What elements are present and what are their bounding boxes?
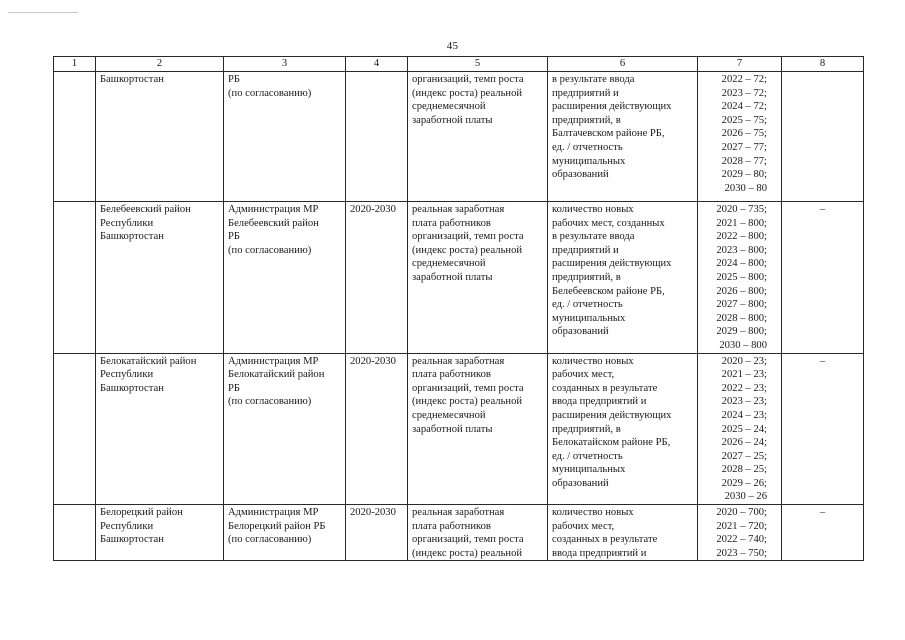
- values-cell: 2020 – 700; 2021 – 720; 2022 – 740; 2023 – 750;: [698, 505, 782, 561]
- period-cell: 2020-2030: [346, 202, 408, 354]
- measures-table: [53, 56, 864, 561]
- result-cell: в результате ввода предприятий и расширения действующих предприятий, в Балтачевском районе РБ, ед. / отчетность муниципальных образований: [548, 72, 698, 202]
- row-number-cell: [54, 72, 96, 202]
- indicator-cell: реальная заработная плата работников организаций, темп роста (индекс роста) реальной среднемесячной заработной платы: [408, 353, 548, 505]
- row-number-cell: [54, 353, 96, 505]
- values-cell: 2022 – 72; 2023 – 72; 2024 – 72; 2025 – 75; 2026 – 75; 2027 – 77; 2028 – 77; 2029 – 80; 2030 – 80: [698, 72, 782, 202]
- note-cell: [782, 72, 864, 202]
- column-number: 6: [548, 57, 698, 72]
- table-row: [54, 202, 864, 354]
- column-number: 4: [346, 57, 408, 72]
- executor-cell: Администрация МР Белорецкий район РБ (по согласованию): [224, 505, 346, 561]
- note-cell: –: [782, 202, 864, 354]
- executor-cell: РБ (по согласованию): [224, 72, 346, 202]
- executor-cell: Администрация МР Белокатайский район РБ (по согласованию): [224, 353, 346, 505]
- column-number: 7: [698, 57, 782, 72]
- note-cell: –: [782, 353, 864, 505]
- executor-cell: Администрация МР Белебеевский район РБ (по согласованию): [224, 202, 346, 354]
- period-cell: 2020-2030: [346, 353, 408, 505]
- column-number: 1: [54, 57, 96, 72]
- table-row: [54, 72, 864, 202]
- table-row: [54, 505, 864, 561]
- district-cell: Башкортостан: [96, 72, 224, 202]
- values-cell: 2020 – 23; 2021 – 23; 2022 – 23; 2023 – 23; 2024 – 23; 2025 – 24; 2026 – 24; 2027 – 25; 2028 – 25; 2029 – 26; 2030 – 26: [698, 353, 782, 505]
- note-cell: –: [782, 505, 864, 561]
- row-number-cell: [54, 202, 96, 354]
- scan-artifact-line: [8, 12, 78, 13]
- column-numbers-row: [54, 57, 864, 72]
- column-number: 8: [782, 57, 864, 72]
- values-cell: 2020 – 735; 2021 – 800; 2022 – 800; 2023 – 800; 2024 – 800; 2025 – 800; 2026 – 800; 2027 – 800; 2028 – 800; 2029 – 800; 2030 – 800: [698, 202, 782, 354]
- result-cell: количество новых рабочих мест, созданных в результате ввода предприятий и: [548, 505, 698, 561]
- period-cell: 2020-2030: [346, 505, 408, 561]
- indicator-cell: организаций, темп роста (индекс роста) реальной среднемесячной заработной платы: [408, 72, 548, 202]
- district-cell: Белебеевский район Республики Башкортостан: [96, 202, 224, 354]
- result-cell: количество новых рабочих мест, созданных в результате ввода предприятий и расширения действующих предприятий, в Белебеевском районе РБ, ед. / отчетность муниципальных образований: [548, 202, 698, 354]
- indicator-cell: реальная заработная плата работников организаций, темп роста (индекс роста) реальной среднемесячной заработной платы: [408, 202, 548, 354]
- district-cell: Белокатайский район Республики Башкортостан: [96, 353, 224, 505]
- column-number: 5: [408, 57, 548, 72]
- indicator-cell: реальная заработная плата работников организаций, темп роста (индекс роста) реальной: [408, 505, 548, 561]
- row-number-cell: [54, 505, 96, 561]
- column-number: 3: [224, 57, 346, 72]
- period-cell: [346, 72, 408, 202]
- result-cell: количество новых рабочих мест, созданных в результате ввода предприятий и расширения действующих предприятий, в Белокатайском районе РБ, ед. / отчетность муниципальных образований: [548, 353, 698, 505]
- column-number: 2: [96, 57, 224, 72]
- district-cell: Белорецкий район Республики Башкортостан: [96, 505, 224, 561]
- page-number: 45: [446, 40, 459, 52]
- table-row: [54, 353, 864, 505]
